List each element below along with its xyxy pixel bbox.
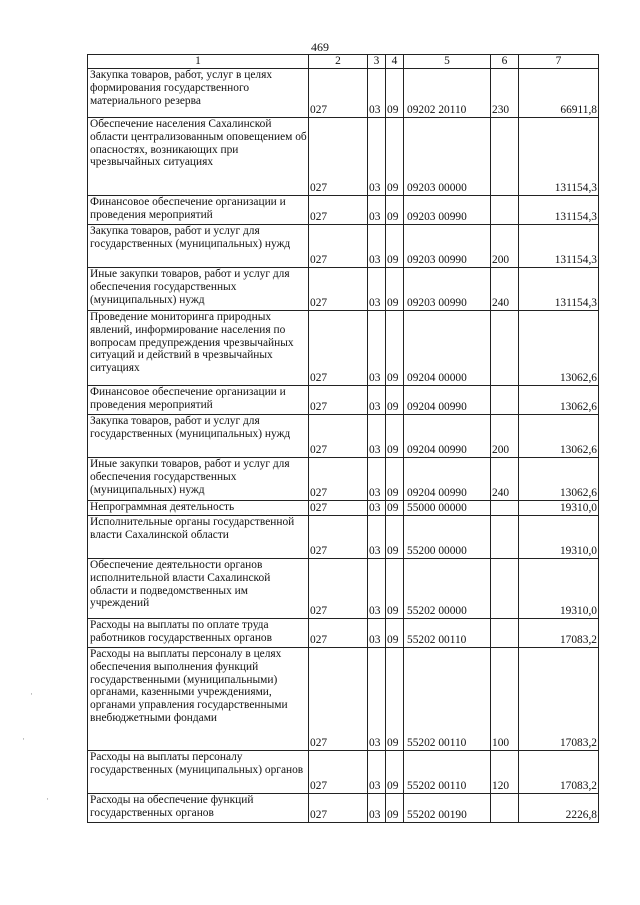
row-name-cell: Расходы на выплаты персоналу в целях обеспечения выполнения функций государственными (муниципальными) органами, казенными учреждениями, органами управления государственными внебюджетными фондами xyxy=(88,648,309,751)
budget-table xyxy=(87,54,599,823)
row-amount-cell: 66911,8 xyxy=(519,69,599,118)
row-section-cell: 03 xyxy=(368,69,386,118)
row-section-cell: 03 xyxy=(368,458,386,501)
row-target-article-cell: 55202 00110 xyxy=(404,648,491,751)
row-ministry-code-cell: 027 xyxy=(309,268,368,311)
table-row xyxy=(88,619,599,648)
row-ministry-code-cell: 027 xyxy=(309,619,368,648)
row-section-cell: 03 xyxy=(368,501,386,516)
row-name-cell: Расходы на выплаты персоналу государственных (муниципальных) органов xyxy=(88,751,309,794)
row-amount-cell: 131154,3 xyxy=(519,268,599,311)
row-subsection-cell: 09 xyxy=(386,415,404,458)
row-target-article-cell: 09203 00990 xyxy=(404,268,491,311)
row-ministry-code-cell: 027 xyxy=(309,516,368,559)
row-target-article-cell: 55202 00110 xyxy=(404,751,491,794)
row-name-cell: Расходы на выплаты по оплате труда работников государственных органов xyxy=(88,619,309,648)
table-row xyxy=(88,196,599,225)
table-row xyxy=(88,118,599,196)
row-expense-type-cell xyxy=(491,118,519,196)
table-row xyxy=(88,516,599,559)
table-row xyxy=(88,69,599,118)
row-name-cell: Закупка товаров, работ и услуг для государственных (муниципальных) нужд xyxy=(88,415,309,458)
row-subsection-cell: 09 xyxy=(386,559,404,619)
row-subsection-cell: 09 xyxy=(386,118,404,196)
row-name-cell: Закупка товаров, работ и услуг для государственных (муниципальных) нужд xyxy=(88,225,309,268)
row-section-cell: 03 xyxy=(368,268,386,311)
row-amount-cell: 2226,8 xyxy=(519,794,599,823)
row-expense-type-cell xyxy=(491,794,519,823)
header-col-4: 4 xyxy=(386,55,404,69)
row-section-cell: 03 xyxy=(368,559,386,619)
row-ministry-code-cell: 027 xyxy=(309,196,368,225)
row-amount-cell: 131154,3 xyxy=(519,196,599,225)
row-name-cell: Обеспечение населения Сахалинской области централизованным оповещением об опасностях, возникающих при чрезвычайных ситуациях xyxy=(88,118,309,196)
row-name-cell: Исполнительные органы государственной власти Сахалинской области xyxy=(88,516,309,559)
row-amount-cell: 13062,6 xyxy=(519,415,599,458)
row-target-article-cell: 09203 00990 xyxy=(404,225,491,268)
row-expense-type-cell xyxy=(491,196,519,225)
row-amount-cell: 17083,2 xyxy=(519,751,599,794)
row-target-article-cell: 09203 00990 xyxy=(404,196,491,225)
table-row xyxy=(88,311,599,386)
row-name-cell: Финансовое обеспечение организации и проведения мероприятий xyxy=(88,196,309,225)
header-col-1: 1 xyxy=(88,55,309,69)
row-name-cell: Иные закупки товаров, работ и услуг для обеспечения государственных (муниципальных) нужд xyxy=(88,458,309,501)
table-row xyxy=(88,501,599,516)
row-ministry-code-cell: 027 xyxy=(309,794,368,823)
row-section-cell: 03 xyxy=(368,196,386,225)
table-row xyxy=(88,415,599,458)
row-name-cell: Обеспечение деятельности органов исполнительной власти Сахалинской области и подведомственных им учреждений xyxy=(88,559,309,619)
table-row xyxy=(88,559,599,619)
row-target-article-cell: 09204 00990 xyxy=(404,415,491,458)
row-expense-type-cell xyxy=(491,559,519,619)
header-col-5: 5 xyxy=(404,55,491,69)
page-number: 469 xyxy=(311,40,329,54)
row-subsection-cell: 09 xyxy=(386,225,404,268)
row-subsection-cell: 09 xyxy=(386,648,404,751)
row-ministry-code-cell: 027 xyxy=(309,415,368,458)
row-subsection-cell: 09 xyxy=(386,69,404,118)
row-ministry-code-cell: 027 xyxy=(309,559,368,619)
row-subsection-cell: 09 xyxy=(386,751,404,794)
row-target-article-cell: 55202 00000 xyxy=(404,559,491,619)
row-section-cell: 03 xyxy=(368,415,386,458)
row-expense-type-cell xyxy=(491,619,519,648)
row-target-article-cell: 09202 20110 xyxy=(404,69,491,118)
header-col-7: 7 xyxy=(519,55,599,69)
row-target-article-cell: 09204 00990 xyxy=(404,386,491,415)
row-expense-type-cell: 100 xyxy=(491,648,519,751)
row-subsection-cell: 09 xyxy=(386,619,404,648)
row-expense-type-cell: 200 xyxy=(491,225,519,268)
row-section-cell: 03 xyxy=(368,648,386,751)
row-name-cell: Расходы на обеспечение функций государственных органов xyxy=(88,794,309,823)
row-ministry-code-cell: 027 xyxy=(309,501,368,516)
row-ministry-code-cell: 027 xyxy=(309,386,368,415)
table-row xyxy=(88,458,599,501)
row-expense-type-cell xyxy=(491,311,519,386)
row-target-article-cell: 55200 00000 xyxy=(404,516,491,559)
row-amount-cell: 17083,2 xyxy=(519,619,599,648)
row-amount-cell: 13062,6 xyxy=(519,311,599,386)
row-subsection-cell: 09 xyxy=(386,311,404,386)
row-target-article-cell: 55202 00110 xyxy=(404,619,491,648)
row-name-cell: Финансовое обеспечение организации и проведения мероприятий xyxy=(88,386,309,415)
table-header-row xyxy=(88,55,599,69)
row-expense-type-cell xyxy=(491,386,519,415)
table-row xyxy=(88,648,599,751)
row-amount-cell: 19310,0 xyxy=(519,516,599,559)
row-subsection-cell: 09 xyxy=(386,516,404,559)
row-amount-cell: 13062,6 xyxy=(519,458,599,501)
row-target-article-cell: 55202 00190 xyxy=(404,794,491,823)
row-section-cell: 03 xyxy=(368,118,386,196)
row-ministry-code-cell: 027 xyxy=(309,648,368,751)
header-col-2: 2 xyxy=(309,55,368,69)
row-amount-cell: 19310,0 xyxy=(519,559,599,619)
scan-speck: · xyxy=(46,794,49,804)
row-expense-type-cell xyxy=(491,516,519,559)
scan-speck: · xyxy=(30,689,33,699)
row-subsection-cell: 09 xyxy=(386,458,404,501)
row-amount-cell: 17083,2 xyxy=(519,648,599,751)
table-row xyxy=(88,268,599,311)
row-target-article-cell: 09204 00000 xyxy=(404,311,491,386)
row-subsection-cell: 09 xyxy=(386,386,404,415)
row-target-article-cell: 09203 00000 xyxy=(404,118,491,196)
row-target-article-cell: 55000 00000 xyxy=(404,501,491,516)
row-expense-type-cell: 200 xyxy=(491,415,519,458)
row-name-cell: Иные закупки товаров, работ и услуг для обеспечения государственных (муниципальных) нужд xyxy=(88,268,309,311)
row-section-cell: 03 xyxy=(368,794,386,823)
row-section-cell: 03 xyxy=(368,516,386,559)
row-ministry-code-cell: 027 xyxy=(309,69,368,118)
row-amount-cell: 13062,6 xyxy=(519,386,599,415)
row-ministry-code-cell: 027 xyxy=(309,458,368,501)
row-expense-type-cell: 120 xyxy=(491,751,519,794)
row-expense-type-cell: 230 xyxy=(491,69,519,118)
row-ministry-code-cell: 027 xyxy=(309,225,368,268)
row-subsection-cell: 09 xyxy=(386,501,404,516)
table-row xyxy=(88,225,599,268)
row-section-cell: 03 xyxy=(368,751,386,794)
row-target-article-cell: 09204 00990 xyxy=(404,458,491,501)
row-subsection-cell: 09 xyxy=(386,794,404,823)
header-col-6: 6 xyxy=(491,55,519,69)
row-expense-type-cell: 240 xyxy=(491,268,519,311)
row-subsection-cell: 09 xyxy=(386,268,404,311)
row-ministry-code-cell: 027 xyxy=(309,311,368,386)
row-section-cell: 03 xyxy=(368,619,386,648)
row-ministry-code-cell: 027 xyxy=(309,751,368,794)
scan-speck: · xyxy=(22,734,25,744)
row-expense-type-cell: 240 xyxy=(491,458,519,501)
row-ministry-code-cell: 027 xyxy=(309,118,368,196)
row-section-cell: 03 xyxy=(368,386,386,415)
row-amount-cell: 131154,3 xyxy=(519,118,599,196)
row-name-cell: Закупка товаров, работ, услуг в целях формирования государственного материального резерва xyxy=(88,69,309,118)
table-row xyxy=(88,794,599,823)
row-amount-cell: 19310,0 xyxy=(519,501,599,516)
row-name-cell: Проведение мониторинга природных явлений, информирование населения по вопросам предупреждения чрезвычайных ситуаций и действий в чрезвычайных ситуациях xyxy=(88,311,309,386)
row-expense-type-cell xyxy=(491,501,519,516)
row-name-cell: Непрограммная деятельность xyxy=(88,501,309,516)
row-subsection-cell: 09 xyxy=(386,196,404,225)
row-amount-cell: 131154,3 xyxy=(519,225,599,268)
row-section-cell: 03 xyxy=(368,225,386,268)
header-col-3: 3 xyxy=(368,55,386,69)
table-row xyxy=(88,751,599,794)
table-row xyxy=(88,386,599,415)
row-section-cell: 03 xyxy=(368,311,386,386)
